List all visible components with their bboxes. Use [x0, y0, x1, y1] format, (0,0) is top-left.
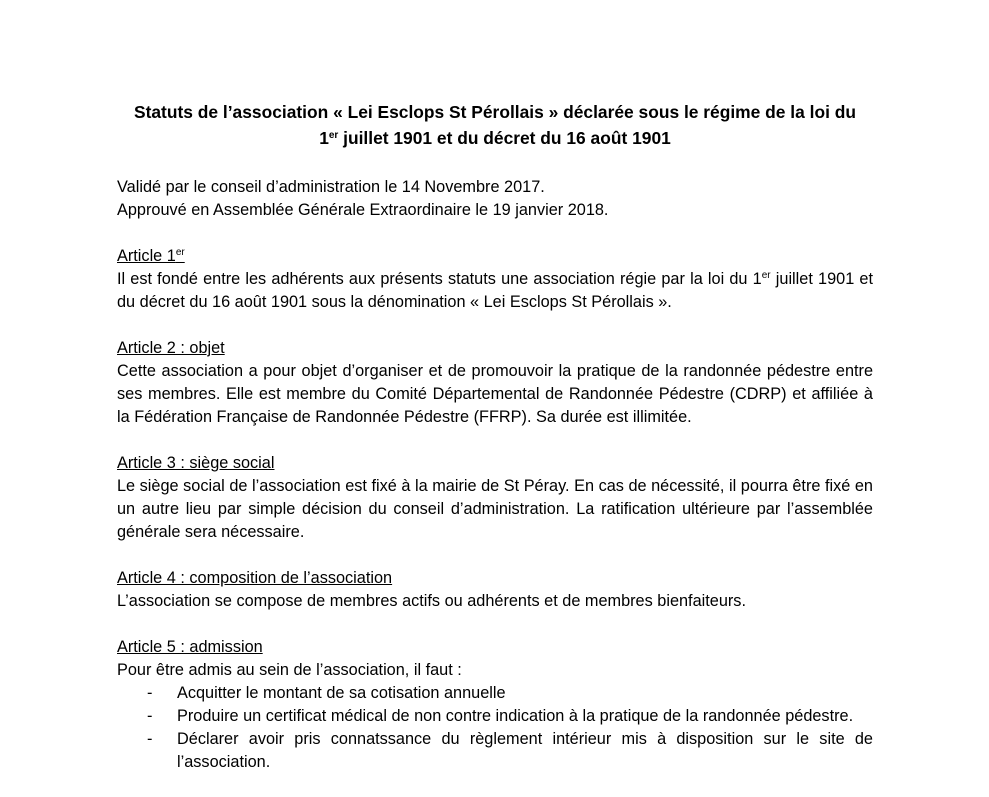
article-4 — [117, 567, 873, 613]
article-1-body-b: juillet 1901 et du décret du 16 août 1901 sous la dénomination « Lei Esclops St Pérollais ». — [117, 270, 873, 311]
document-page — [117, 99, 873, 797]
list-item-text: Produire un certificat médical de non contre indication à la pratique de la randonnée pédestre. — [177, 707, 854, 725]
list-bullet: - — [147, 730, 153, 748]
article-1-body-a: Il est fondé entre les adhérents aux présents statuts une association régie par la loi du 1 — [117, 270, 762, 288]
document-title — [107, 99, 883, 151]
article-2 — [117, 337, 873, 429]
title-line-2 — [107, 125, 883, 151]
article-4-heading: Article 4 : composition de l’association — [117, 569, 393, 587]
article-1-heading-suffix: er — [175, 247, 185, 258]
list-item — [117, 728, 873, 774]
approval-line: Approuvé en Assemblée Générale Extraordinaire le 19 janvier 2018. — [117, 201, 609, 219]
admission-requirements-list — [117, 682, 873, 774]
article-2-body: Cette association a pour objet d’organiser et de promouvoir la pratique de la randonnée pédestre entre ses membres. Elle est membre du Comité Départemental de Randonnée Pédestre (CDRP) et affiliée à la Fédération Française de Randonnée Pédestre (FFRP). Sa durée est illimitée. — [117, 362, 873, 426]
article-2-heading: Article 2 : objet — [117, 339, 225, 357]
list-item-text: Acquitter le montant de sa cotisation annuelle — [177, 684, 506, 702]
article-1-body-suffix: er — [761, 270, 771, 281]
article-4-body: L’association se compose de membres actifs ou adhérents et de membres bienfaiteurs. — [117, 592, 746, 610]
title-ordinal-suffix: er — [328, 130, 339, 141]
article-1-heading-text: Article 1 — [117, 247, 176, 265]
article-3 — [117, 452, 873, 544]
validation-line: Validé par le conseil d’administration le 14 Novembre 2017. — [117, 178, 545, 196]
list-item — [117, 705, 873, 728]
article-1 — [117, 245, 873, 314]
article-1-body — [117, 268, 873, 314]
article-5-body: Pour être admis au sein de l’association, il faut : — [117, 661, 462, 679]
article-5-heading: Article 5 : admission — [117, 638, 263, 656]
list-bullet: - — [147, 684, 153, 702]
title-line-1: Statuts de l’association « Lei Esclops St Pérollais » déclarée sous le régime de la loi du — [134, 102, 856, 122]
article-3-body: Le siège social de l’association est fixé à la mairie de St Péray. En cas de nécessité, il pourra être fixé en un autre lieu par simple décision du conseil d’administration. La ratification ultérieure par l’assemblée générale sera nécessaire. — [117, 477, 873, 541]
title-ordinal-number: 1 — [319, 128, 329, 148]
article-5 — [117, 636, 873, 774]
title-line-2-rest: juillet 1901 et du décret du 16 août 1901 — [338, 128, 671, 148]
list-item — [117, 682, 873, 705]
article-3-heading: Article 3 : siège social — [117, 454, 275, 472]
article-1-heading — [117, 245, 873, 268]
list-bullet: - — [147, 707, 153, 725]
validation-notes — [117, 176, 873, 222]
list-item-text: Déclarer avoir pris connatssance du règlement intérieur mis à disposition sur le site de l’association. — [177, 730, 873, 771]
